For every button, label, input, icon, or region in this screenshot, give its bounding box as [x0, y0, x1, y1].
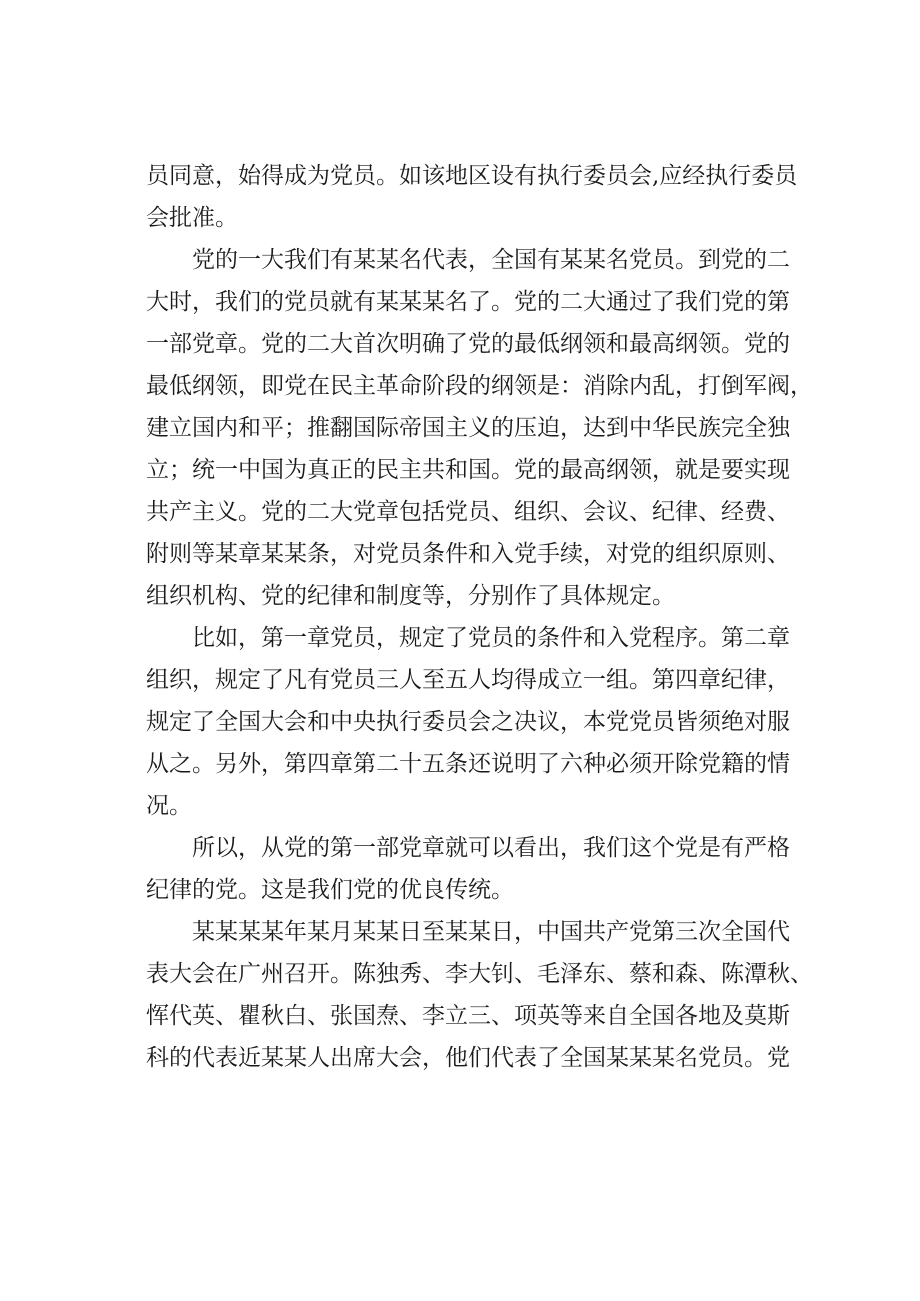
text-line: 附则等某章某某条，对党员条件和入党手续，对党的组织原则、 [146, 541, 790, 567]
text-line: 大时，我们的党员就有某某某名了。党的二大通过了我们党的第 [146, 289, 790, 315]
text-line: 最低纲领，即党在民主革命阶段的纲领是：消除内乱，打倒军阀， [146, 373, 813, 399]
text-line: 从之。另外，第四章第二十五条还说明了六种必须开除党籍的情 [146, 751, 790, 777]
text-line: 规定了全国大会和中央执行委员会之决议，本党党员皆须绝对服 [146, 709, 790, 735]
paragraph-start-line: 比如，第一章党员，规定了党员的条件和入党程序。第二章 [192, 625, 790, 651]
text-line: 科的代表近某某人出席大会，他们代表了全国某某某名党员。党 [146, 1045, 790, 1071]
text-line: 立；统一中国为真正的民主共和国。党的最高纲领，就是要实现 [146, 457, 790, 483]
paragraph-start-line: 某某某某年某月某某日至某某日，中国共产党第三次全国代 [192, 919, 790, 945]
text-line: 共产主义。党的二大党章包括党员、组织、会议、纪律、经费、 [146, 499, 790, 525]
text-line: 会批准。 [146, 205, 238, 231]
text-line: 表大会在广州召开。陈独秀、李大钊、毛泽东、蔡和森、陈潭秋、 [146, 961, 813, 987]
text-line: 建立国内和平；推翻国际帝国主义的压迫，达到中华民族完全独 [146, 415, 790, 441]
text-line: 员同意，始得成为党员。如该地区设有执行委员会,应经执行委员 [146, 163, 798, 189]
text-line: 一部党章。党的二大首次明确了党的最低纲领和最高纲领。党的 [146, 331, 790, 357]
text-line: 纪律的党。这是我们党的优良传统。 [146, 877, 514, 903]
text-line: 组织机构、党的纪律和制度等，分别作了具体规定。 [146, 583, 675, 609]
text-line: 况。 [146, 793, 192, 819]
text-line: 组织，规定了凡有党员三人至五人均得成立一组。第四章纪律， [146, 667, 790, 693]
text-line: 恽代英、瞿秋白、张国焘、李立三、项英等来自全国各地及莫斯 [146, 1003, 790, 1029]
paragraph-start-line: 党的一大我们有某某名代表，全国有某某名党员。到党的二 [192, 247, 790, 273]
paragraph-start-line: 所以，从党的第一部党章就可以看出，我们这个党是有严格 [192, 835, 790, 861]
document-body [146, 155, 813, 1079]
